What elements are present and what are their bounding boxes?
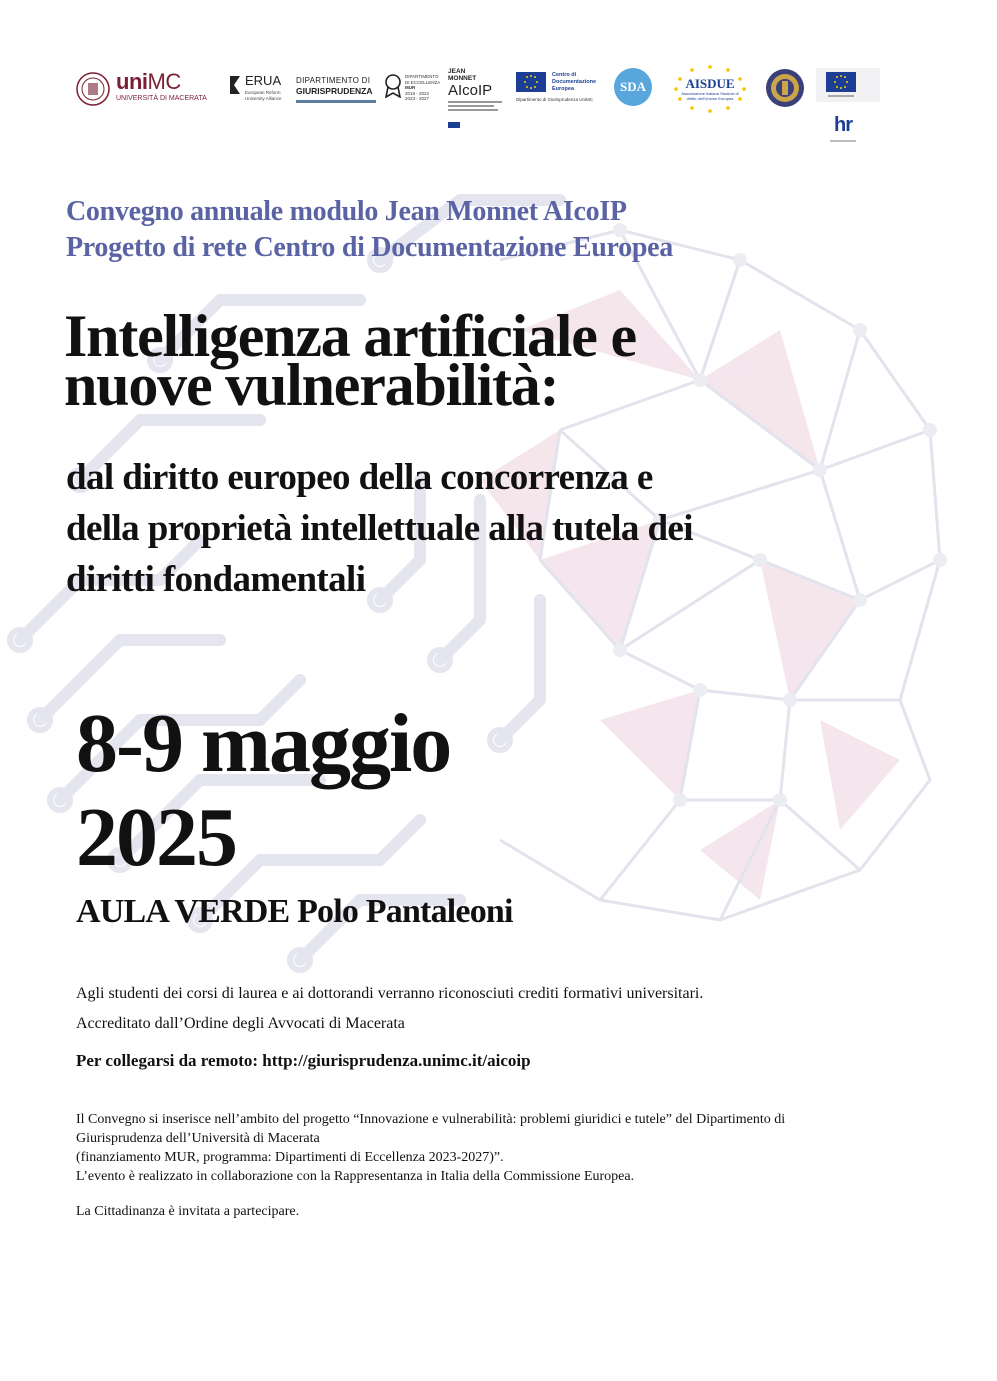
hr-name: hr — [834, 114, 852, 136]
subtitle — [66, 452, 693, 605]
project-note — [76, 1110, 896, 1186]
dipartimento-giurisprudenza-logo — [296, 76, 378, 106]
seal-icon — [765, 68, 805, 108]
header-line-1: Convegno annuale modulo Jean Monnet AIcoIP — [66, 196, 627, 227]
unimc-subtitle: UNIVERSITÀ DI MACERATA — [116, 95, 207, 102]
erua-name: ERUA — [245, 73, 282, 88]
eccellenza-badge-icon — [384, 74, 402, 98]
eccellenza-line3: MUR — [405, 85, 416, 90]
erua-mark-icon — [228, 74, 242, 96]
eccellenza-logo — [384, 74, 440, 114]
remote-link[interactable]: Per collegarsi da remoto: http://giurisprudenza.unimc.it/aicoip — [76, 1051, 531, 1070]
sda-name: SDA — [619, 79, 646, 94]
event-header — [66, 194, 673, 266]
footer-line-1: Il Convegno si inserisce nell’ambito del progetto “Innovazione e vulnerabilità: problemi giuridici e tutele” del Dipartimento di — [76, 1112, 786, 1127]
institutional-seal-logo — [765, 68, 805, 108]
dipartimento-underline — [296, 100, 376, 103]
date-line-2: 2025 — [76, 791, 236, 884]
jean-monnet-line2: MONNET — [448, 75, 477, 82]
subtitle-line-2: della proprietà intellettuale alla tutela dei — [66, 508, 693, 549]
subtitle-line-3: diritti fondamentali — [66, 559, 366, 600]
erua-subtitle: European Reform University Alliance — [245, 90, 282, 101]
subtitle-line-1: dal diritto europeo della concorrenza e — [66, 457, 653, 498]
event-date — [76, 697, 450, 885]
title-line-1: Intelligenza artificiale e — [64, 303, 636, 369]
jean-monnet-line1: JEAN — [448, 68, 466, 75]
partner-logos-bar — [0, 60, 997, 150]
jean-monnet-aicoip-logo — [448, 68, 508, 128]
cde-line1: Centro di — [552, 72, 577, 78]
eccellenza-line1: DIPARTIMENTO — [405, 74, 439, 79]
cde-subtitle: Dipartimento di Giurisprudenza UniMC — [516, 97, 594, 102]
eu-hr-logo — [816, 68, 880, 152]
eccellenza-line2: DI ECCELLENZA — [405, 79, 441, 85]
unimc-logo — [76, 70, 211, 110]
eccellenza-line5: 2023 - 2027 — [405, 96, 430, 101]
cde-logo — [516, 72, 606, 112]
dipartimento-line2: GIURISPRUDENZA — [296, 86, 373, 96]
main-title — [64, 303, 636, 418]
aicoip-name: AIcoIP — [448, 82, 493, 99]
unimc-word-a: uni — [116, 69, 148, 94]
footer-line-2: Giurisprudenza dell’Università di Macerata — [76, 1131, 320, 1146]
cde-line3: Europea — [552, 86, 575, 92]
date-line-1: 8-9 maggio — [76, 697, 451, 790]
title-line-2: nuove vulnerabilità: — [64, 352, 559, 418]
unimc-seal-icon — [76, 72, 110, 106]
credits-note: Agli studenti dei corsi di laurea e ai dottorandi verranno riconosciuti crediti formativi universitari. — [76, 985, 704, 1002]
footer-line-3: (finanziamento MUR, programma: Dipartimenti di Eccellenza 2023-2027)”. — [76, 1150, 504, 1165]
footer-line-4: L’evento è realizzato in collaborazione con la Rappresentanza in Italia della Commissione Europea. — [76, 1169, 635, 1184]
accreditation-note: Accreditato dall’Ordine degli Avvocati di Macerata — [76, 1015, 405, 1032]
aisdue-subtitle: Associazione Italiana Studiosi di diritto dell'Unione Europea — [681, 91, 739, 101]
aisdue-logo — [666, 64, 754, 114]
unimc-word-b: MC — [147, 69, 181, 94]
eu-flag-icon — [516, 72, 546, 92]
eu-flag-small-icon — [448, 122, 460, 128]
eccellenza-line4: 2018 - 2022 — [405, 90, 430, 96]
sda-logo — [614, 68, 652, 106]
event-venue: AULA VERDE Polo Pantaleoni — [76, 893, 513, 930]
erua-logo — [228, 74, 288, 110]
cde-line2: Documentazione — [552, 79, 597, 85]
header-line-2: Progetto di rete Centro di Documentazione Europea — [66, 232, 673, 263]
dipartimento-line1: DIPARTIMENTO DI — [296, 76, 371, 85]
aisdue-name: AISDUE — [685, 76, 735, 91]
hr-underline — [830, 140, 856, 142]
eu-commission-flag-icon — [816, 68, 880, 102]
invitation-note: La Cittadinanza è invitata a partecipare. — [76, 1204, 300, 1219]
jean-monnet-fineprint — [448, 101, 502, 111]
